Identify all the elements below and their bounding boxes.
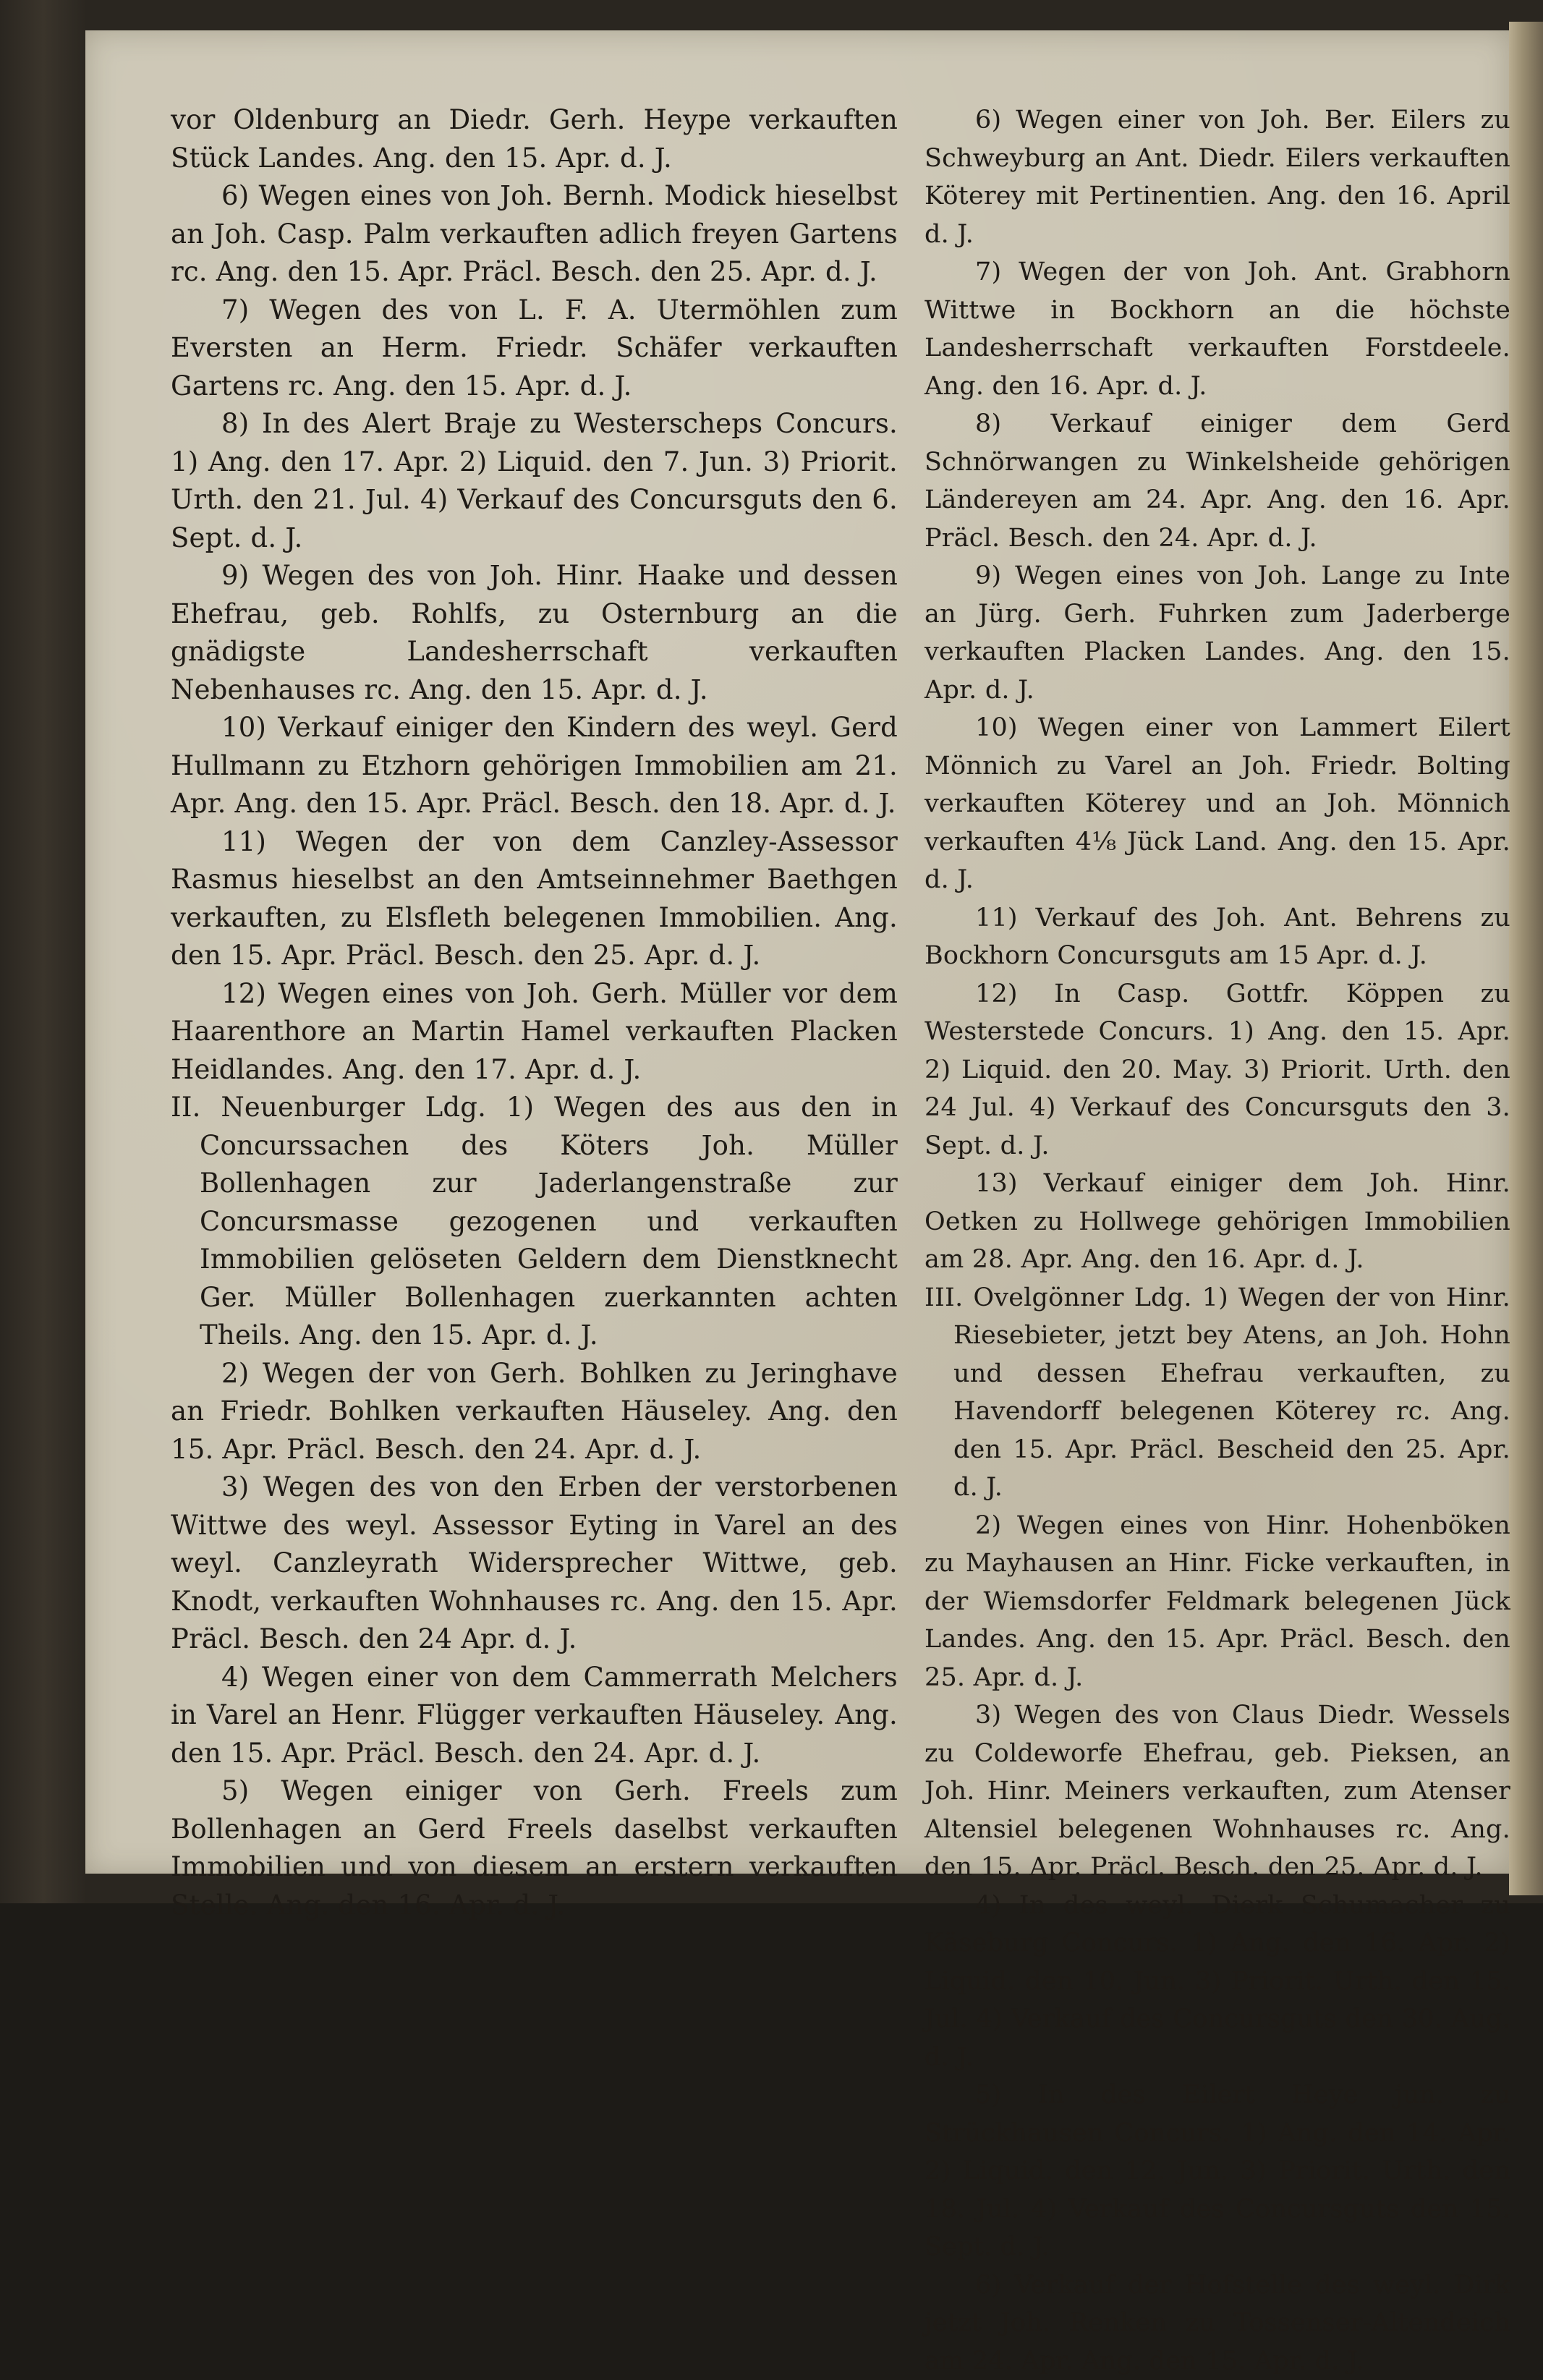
entry-left-1: 6) Wegen eines von Joh. Bernh. Modick hieselbst an Joh. Casp. Palm verkauften adlich freyen Gartens rc. Ang. den 15. Apr. Präcl. Besch. den 25. Apr. d. J. [171, 177, 898, 292]
section-heading-neuenburger: II. Neuenburger Ldg. 1) Wegen des aus den in Concurssachen des Köters Joh. Müller Bollenhagen zur Jaderlangenstraße zur Concursmasse gezogenen und verkauften Immobilien gelöseten Geldern dem Dienstknecht Ger. Müller Bollenhagen zuerkannten achten Theils. Ang. den 15. Apr. d. J. [171, 1089, 898, 1355]
entry-left-12: 5) Wegen einiger von Gerh. Freels zum Bollenhagen an Gerd Freels daselbst verkauften Immobilien und von diesem an erstern verkauften Stelle. Ang. den 16. Apr. d. J. [171, 1772, 898, 1924]
entry-left-10: 3) Wegen des von den Erben der verstorbenen Wittwe des weyl. Assessor Eyting in Varel an des weyl. Canzleyrath Widersprecher Wittwe, geb. Knodt, verkauften Wohnhauses rc. Ang. den 15. Apr. Präcl. Besch. den 24 Apr. d. J. [171, 1469, 898, 1659]
left-column [171, 101, 898, 1924]
entry-left-5: 10) Verkauf einiger den Kindern des weyl. Gerd Hullmann zu Etzhorn gehörigen Immobilien am 21. Apr. Ang. den 15. Apr. Präcl. Besch. den 18. Apr. d. J. [171, 709, 898, 823]
page-edge [1509, 22, 1543, 1895]
entry-right-1: 7) Wegen der von Joh. Ant. Grabhorn Wittwe in Bockhorn an die höchste Landesherrschaft verkauften Forstdeele. Ang. den 16. Apr. d. J. [924, 253, 1510, 405]
entry-right-11: 4) In des weyl. Dierk Schumacher zu Käseburg Concurs. 1) Ang. den 16. Apr. 2) Liquid. den 10. Jun. 3) Priorit. Urth. den 15. Jul. 4) Verkauf des Concursguts den 30. Aug. d. J. [924, 1887, 1510, 2077]
entry-left-0: vor Oldenburg an Diedr. Gerh. Heype verkauften Stück Landes. Ang. den 15. Apr. d. J. [171, 101, 898, 177]
entry-left-2: 7) Wegen des von L. F. A. Utermöhlen zum Eversten an Herm. Friedr. Schäfer verkauften Gartens rc. Ang. den 15. Apr. d. J. [171, 292, 898, 406]
entry-right-7: 13) Verkauf einiger dem Joh. Hinr. Oetken zu Hollwege gehörigen Immobilien am 28. Apr. Ang. den 16. Apr. d. J. [924, 1165, 1510, 1279]
section-heading-ovelgoenner: III. Ovelgönner Ldg. 1) Wegen der von Hinr. Riesebieter, jetzt bey Atens, an Joh. Hohn und dessen Ehefrau verkauften, zu Havendorff belegenen Köterey rc. Ang. den 15. Apr. Präcl. Bescheid den 25. Apr. d. J. [924, 1279, 1510, 1507]
entry-left-3: 8) In des Alert Braje zu Westerscheps Concurs. 1) Ang. den 17. Apr. 2) Liquid. den 7. Jun. 3) Priorit. Urth. den 21. Jul. 4) Verkauf des Concursguts den 6. Sept. d. J. [171, 405, 898, 557]
entry-right-9: 2) Wegen eines von Hinr. Hohenböken zu Mayhausen an Hinr. Ficke verkauften, in der Wiemsdorfer Feldmark belegenen Jück Landes. Ang. den 15. Apr. Präcl. Besch. den 25. Apr. d. J. [924, 1507, 1510, 1697]
entry-left-6: 11) Wegen der von dem Canzley-Assessor Rasmus hieselbst an den Amtseinnehmer Baethgen verkauften, zu Elsfleth belegenen Immobilien. Ang. den 15. Apr. Präcl. Besch. den 25. Apr. d. J. [171, 823, 898, 975]
right-column [924, 101, 1510, 2380]
entry-right-6: 12) In Casp. Gottfr. Köppen zu Westerstede Concurs. 1) Ang. den 15. Apr. 2) Liquid. den 20. May. 3) Priorit. Urth. den 24 Jul. 4) Verkauf des Concursguts den 3. Sept. d. J. [924, 975, 1510, 1165]
entry-right-3: 9) Wegen eines von Joh. Lange zu Inte an Jürg. Gerh. Fuhrken zum Jaderberge verkauften Placken Landes. Ang. den 15. Apr. d. J. [924, 557, 1510, 709]
entry-right-0: 6) Wegen einer von Joh. Ber. Eilers zu Schweyburg an Ant. Diedr. Eilers verkauften Köterey mit Pertinentien. Ang. den 16. April d. J. [924, 101, 1510, 253]
entry-right-5: 11) Verkauf des Joh. Ant. Behrens zu Bockhorn Concursguts am 15 Apr. d. J. [924, 899, 1510, 975]
entry-left-9: 2) Wegen der von Gerh. Bohlken zu Jeringhave an Friedr. Bohlken verkauften Häuseley. Ang. den 15. Apr. Präcl. Besch. den 24. Apr. d. J. [171, 1355, 898, 1469]
entry-right-12: 5) In des Eilert Heye jun. zu Strückhausen Concurs. 1) Ang. den 14. Apr. 2) Liquid. den 12. Jun. 3) Priorit. Urth. den 18. Jul. 4) Verkauf des Concursguts den 15. Sept. d. J. [924, 2076, 1510, 2266]
entry-right-2: 8) Verkauf einiger dem Gerd Schnörwangen zu Winkelsheide gehörigen Ländereyen am 24. Apr. Ang. den 16. Apr. Präcl. Besch. den 24. Apr. d. J. [924, 405, 1510, 557]
entry-right-4: 10) Wegen einer von Lammert Eilert Mönnich zu Varel an Joh. Friedr. Bolting verkauften Köterey und an Joh. Mönnich verkauften 4⅛ Jück Land. Ang. den 15. Apr. d. J. [924, 709, 1510, 899]
entry-left-7: 12) Wegen eines von Joh. Gerh. Müller vor dem Haarenthore an Martin Hamel verkauften Placken Heidlandes. Ang. den 17. Apr. d. J. [171, 975, 898, 1089]
entry-right-13: 6) Verkauf der Hofstelle des weyl. Dirk jetzt Joh. Renken zu Tossenser-Altendeich am 24. Apr. Ang. den 15. Apr. d. J. [924, 2266, 1510, 2380]
entry-left-11: 4) Wegen einer von dem Cammerrath Melchers in Varel an Henr. Flügger verkauften Häuseley. Ang. den 15. Apr. Präcl. Besch. den 24. Apr. d. J. [171, 1659, 898, 1773]
entry-right-10: 3) Wegen des von Claus Diedr. Wessels zu Coldeworfe Ehefrau, geb. Pieksen, an Joh. Hinr. Meiners verkauften, zum Atenser Altensiel belegenen Wohnhauses rc. Ang. den 15. Apr. Präcl. Besch. den 25. Apr. d. J. [924, 1696, 1510, 1887]
entry-left-4: 9) Wegen des von Joh. Hinr. Haake und dessen Ehefrau, geb. Rohlfs, zu Osternburg an die gnädigste Landesherrschaft verkauften Nebenhauses rc. Ang. den 15. Apr. d. J. [171, 557, 898, 709]
